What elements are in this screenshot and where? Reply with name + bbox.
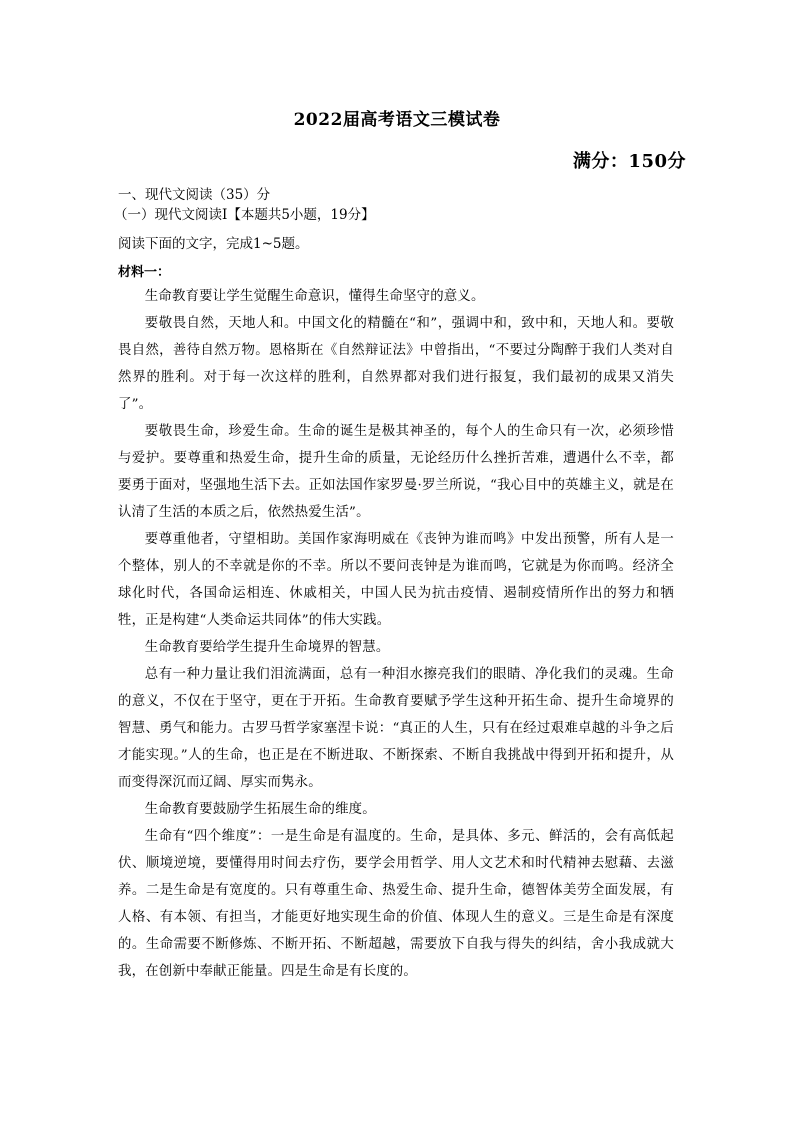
exam-title: 2022届高考语文三模试卷 <box>293 110 501 130</box>
section-heading: 一、现代文阅读（35）分 <box>118 187 271 203</box>
paragraph: 要敬畏自然，天地人和。中国文化的精髓在“和”，强调中和，致中和，天地人和。要敬畏自然，善待自然万物。恩格斯在《自然辩证法》中曾指出，“不要过分陶醉于我们人类对自然界的胜利。对于每一次这样的胜利，自然界都对我们进行报复，我们最初的成果又消失了”。 <box>118 316 674 412</box>
full-score: 满分：150分 <box>572 151 686 172</box>
material-label: 材料一： <box>118 265 171 280</box>
paragraph: 生命教育要给学生提升生命境界的智慧。 <box>144 640 390 655</box>
subsection-heading: （一）现代文阅读Ⅰ【本题共5小题，19分】 <box>114 207 375 223</box>
paragraph: 要敬畏生命，珍爱生命。生命的诞生是极其神圣的，每个人的生命只有一次，必须珍惜与爱护。要尊重和热爱生命，提升生命的质量，无论经历什么挫折苦难，遭遇什么不幸，都要勇于面对，坚强地生活下去。正如法国作家罗曼·罗兰所说，“我心目中的英雄主义，就是在认清了生活的本质之后，依然热爱生活”。 <box>118 424 674 520</box>
paragraph: 生命有“四个维度”：一是生命是有温度的。生命，是具体、多元、鲜活的，会有高低起伏、顺境逆境，要懂得用时间去疗伤，要学会用哲学、用人文艺术和时代精神去慰藉、去滋养。二是生命是有宽度的。只有尊重生命、热爱生命、提升生命，德智体美劳全面发展，有人格、有本领、有担当，才能更好地实现生命的价值、体现人生的意义。三是生命是有深度的。生命需要不断修炼、不断开拓、不断超越，需要放下自我与得失的纠结，舍小我成就大我，在创新中奉献正能量。四是生命是有长度的。 <box>118 829 674 979</box>
paragraph: 生命教育要鼓励学生拓展生命的维度。 <box>144 802 376 817</box>
paragraph: 生命教育要让学生觉醒生命意识，懂得生命坚守的意义。 <box>144 289 485 304</box>
paragraph: 总有一种力量让我们泪流满面，总有一种泪水擦亮我们的眼睛、净化我们的灵魂。生命的意义，不仅在于坚守，更在于开拓。生命教育要赋予学生这种开拓生命、提升生命境界的智慧、勇气和能力。古罗马哲学家塞涅卡说：“真正的人生，只有在经过艰难卓越的斗争之后才能实现。”人的生命，也正是在不断进取、不断探索、不断自我挑战中得到开拓和提升，从而变得深沉而辽阔、厚实而隽永。 <box>118 667 674 790</box>
paragraph: 要尊重他者，守望相助。美国作家海明威在《丧钟为谁而鸣》中发出预警，所有人是一个整体，别人的不幸就是你的不幸。所以不要问丧钟是为谁而鸣，它就是为你而鸣。经济全球化时代，各国命运相连、休戚相关，中国人民为抗击疫情、遏制疫情所作出的努力和牺牲，正是构建“人类命运共同体”的伟大实践。 <box>118 532 674 628</box>
reading-instruction: 阅读下面的文字，完成1~5题。 <box>118 236 309 252</box>
